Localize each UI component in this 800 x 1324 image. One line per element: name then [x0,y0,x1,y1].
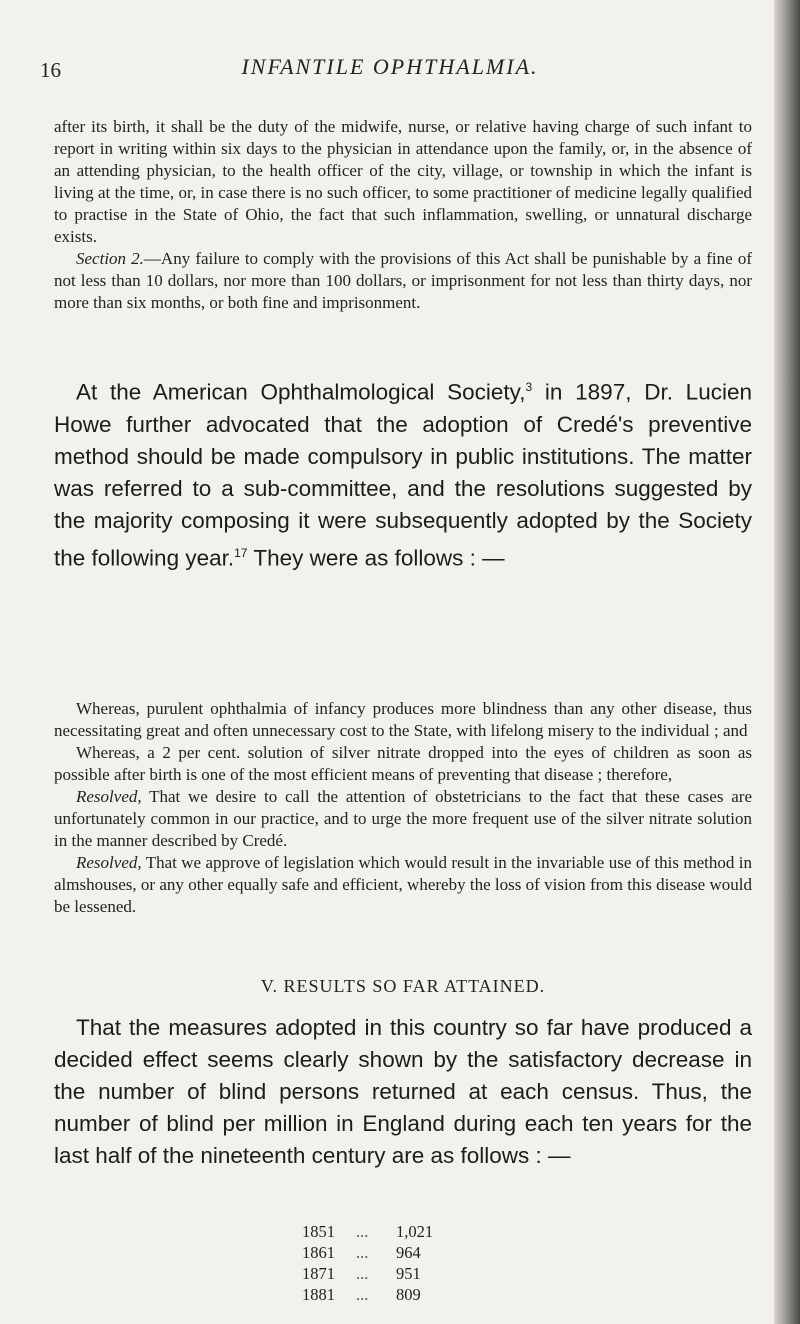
resolved-1-label: Resolved, [76,787,142,806]
page-edge-shadow [774,0,800,1324]
leader-dots: ... [356,1284,369,1304]
section-v-paragraph [54,1012,752,1172]
resolved-2-text: That we approve of legislation which would result in the invariable use of this method in almshouses, or any other equally safe and efficient, whereby the loss of vision from this disease would be lessened. [54,853,752,916]
table-row [302,1284,456,1305]
census-year: 1851 [302,1221,335,1241]
resolved-2 [54,852,752,918]
section-v-heading: V. RESULTS SO FAR ATTAINED. [260,976,546,996]
footnote-ref-3: 3 [525,380,533,394]
section-v-text: That the measures adopted in this country so far have produced a decided effect seems clearly shown by the satisfactory decrease in the number of blind persons returned at each census. Thus, the number of blind per million in England during each ten years for the last half of the nineteenth century are as follows : — [54,1015,752,1168]
page-header [40,52,740,86]
leader-dots: ... [356,1221,369,1241]
section-2-paragraph [54,248,752,314]
census-year: 1871 [302,1263,335,1283]
blind-count: 809 [396,1284,421,1304]
section-2-label: Section 2. [76,249,144,268]
page-number: 16 [40,58,61,82]
census-year: 1861 [302,1242,335,1262]
society-text-3: They were as follows : — [247,545,505,570]
running-title: INFANTILE OPHTHALMIA. [241,54,539,79]
census-year: 1881 [302,1284,335,1304]
table-row [302,1242,456,1263]
blind-count: 951 [396,1263,421,1283]
ohio-act-text [54,116,752,314]
blind-per-million-table [302,1221,456,1305]
whereas-1: Whereas, purulent ophthalmia of infancy produces more blindness than any other disease, thus necessitating great and often unnecessary cost to the State, with lifelong misery to the individual ; and [54,699,752,740]
footnote-ref-17: 17 [234,545,248,560]
resolved-1 [54,786,752,852]
leader-dots: ... [356,1242,369,1262]
whereas-2: Whereas, a 2 per cent. solution of silver nitrate dropped into the eyes of children as soon as possible after birth is one of the most efficient means of preventing that disease ; therefore, [54,743,752,784]
society-text-1: At the American Ophthalmological Society, [76,379,526,405]
leader-dots: ... [356,1263,369,1283]
resolved-1-text: That we desire to call the attention of obstetricians to the fact that these cases are unfortunately common in our practice, and to urge the more frequent use of the silver nitrate solution in the manner described by Credé. [54,787,752,850]
blind-count: 964 [396,1242,421,1262]
society-paragraph [54,371,752,574]
table-row [302,1221,456,1242]
act-paragraph: after its birth, it shall be the duty of the midwife, nurse, or relative having charge of such infant to report in writing within six days to the physician in attendance upon the family, or, in the absence of an attending physician, to the health officer of the city, village, or township in which the infant is living at the time, or, in case there is no such officer, to some practitioner of medicine legally qualified to practise in the State of Ohio, the fact that such inflammation, swelling, or unnatural discharge exists. [54,117,752,246]
blind-count: 1,021 [396,1221,434,1241]
resolutions-block [54,698,752,918]
society-text-2: in 1897, Dr. Lucien Howe further advocated that the adoption of Credé's preventive method should be made compulsory in public institutions. The matter was referred to a sub-committee, and the resolutions suggested by the majority composing it were subsequently adopted by the Society the following year. [54,379,752,570]
resolved-2-label: Resolved, [76,853,142,872]
section-2-text: —Any failure to comply with the provisions of this Act shall be punishable by a fine of not less than 10 dollars, nor more than 100 dollars, or imprisonment for not less than thirty days, nor more than six months, or both fine and imprisonment. [54,249,752,312]
table-row [302,1263,456,1284]
